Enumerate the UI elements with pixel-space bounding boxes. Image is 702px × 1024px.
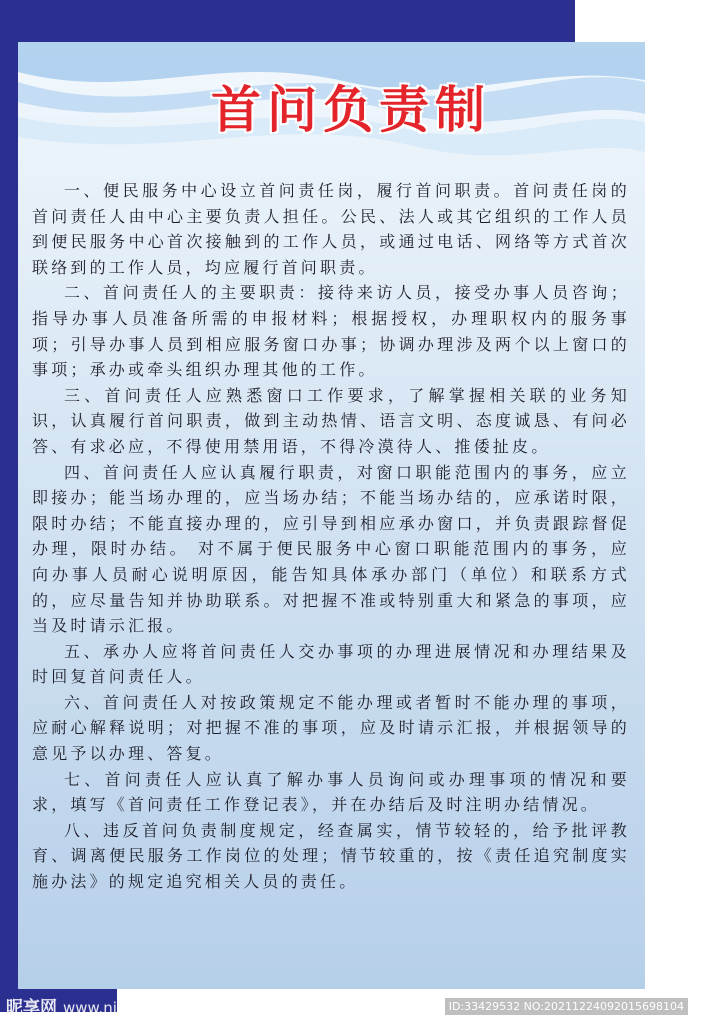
watermark-logo-text: 昵享网 (6, 998, 57, 1018)
paragraph-4: 四、首问责任人应认真履行职责，对窗口职能范围内的事务，应立即接办；能当场办理的，应当场办结；不能当场办结的，应承诺时限，限时办结；不能直接办理的，应引导到相应承办窗口，并负责跟踪督促办理，限时办结。 对不属于便民服务中心窗口职能范围内的事务，应向办事人员耐心说明原因，能告知具体承办部门（单位）和联系方式的，应尽量告知并协助联系。对把握不准或特别重大和紧急的事项，应当及时请示汇报。 (32, 462, 630, 636)
paragraph-5: 五、承办人应将首问责任人交办事项的办理进展情况和办理结果及时回复首问责任人。 (32, 641, 630, 687)
right-white-strip (680, 12, 702, 1024)
watermark-id: ID:33429532 NO:20211224092015698104 (445, 998, 688, 1015)
watermark-url: www.nipic.com (63, 999, 176, 1017)
regulation-body (32, 178, 630, 895)
paragraph-6: 六、首问责任人对按政策规定不能办理或者暂时不能办理的事项，应耐心解释说明；对把握不准的事项，应及时请示汇报，并根据领导的意见予以办理、答复。 (32, 692, 630, 764)
paragraph-8: 八、违反首问负责制度规定，经查属实，情节较轻的，给予批评教育、调离便民服务工作岗位的处理；情节较重的，按《责任追究制度实施办法》的规定追究相关人员的责任。 (32, 820, 630, 892)
top-navy-band (0, 0, 575, 42)
page-title: 首问负责制 (211, 81, 491, 139)
paragraph-3: 三、首问责任人应熟悉窗口工作要求，了解掌握相关联的业务知识，认真履行首问职责，做到主动热情、语言文明、态度诚恳、有问必答、有求必应，不得使用禁用语，不得冷漠待人、推倭扯皮。 (32, 385, 630, 456)
paragraph-1: 一、便民服务中心设立首问责任岗，履行首问职责。首问责任岗的首问责任人由中心主要负责人担任。公民、法人或其它组织的工作人员到便民服务中心首次接触到的工作人员，或通过电话、网络等方式首次联络到的工作人员，均应履行首问职责。 (32, 181, 630, 277)
paragraph-7: 七、首问责任人应认真了解办事人员询问或办理事项的情况和要求，填写《首问责任工作登记表》，并在办结后及时注明办结情况。 (32, 769, 630, 815)
paragraph-2: 二、首问责任人的主要职责：接待来访人员，接受办事人员咨询；指导办事人员准备所需的申报材料；根据授权，办理职权内的服务事项；引导办事人员到相应服务窗口办事；协调办理涉及两个以上窗口的事项；承办或牵头组织办理其他的工作。 (32, 283, 630, 380)
watermark-logo (6, 993, 176, 1018)
